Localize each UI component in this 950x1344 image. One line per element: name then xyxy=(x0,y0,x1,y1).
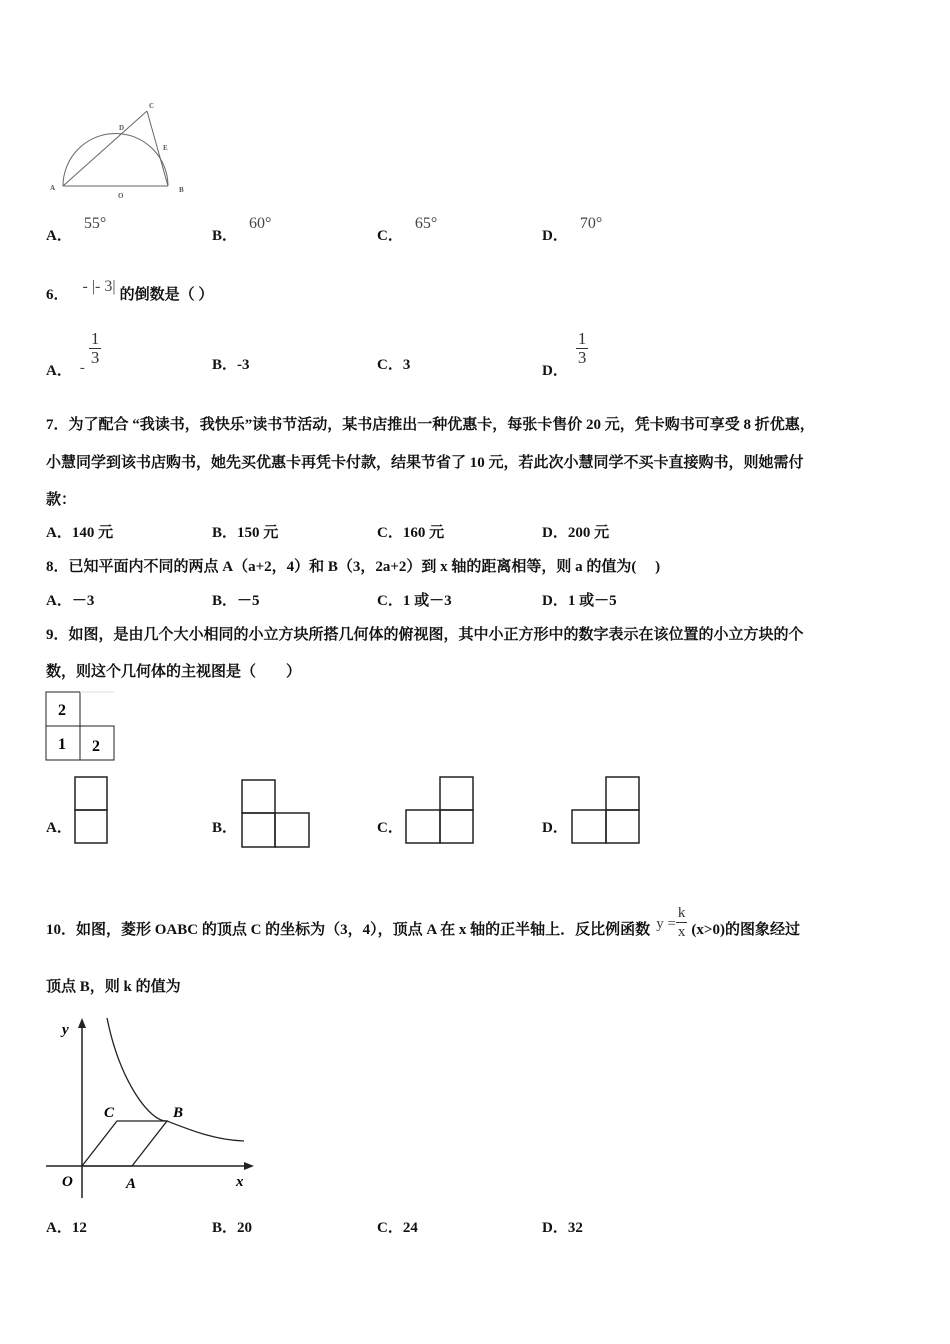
q9-choice-d: D． xyxy=(542,820,568,836)
numerator: 1 xyxy=(577,329,587,348)
q7-line-3: 款： xyxy=(46,492,77,508)
choice-label: A． xyxy=(46,228,72,244)
label-o: O xyxy=(118,192,124,200)
denominator: 3 xyxy=(90,348,100,367)
top-view-grid xyxy=(44,690,118,764)
formula-fraction xyxy=(676,904,688,941)
point-a-label: A xyxy=(126,1176,137,1192)
point-b-label: B xyxy=(173,1105,184,1121)
choice-value: -3 xyxy=(237,357,250,373)
minus-sign: - xyxy=(79,359,85,376)
choice-label: C． xyxy=(377,228,403,244)
axis-y-label: y xyxy=(62,1022,69,1038)
question-text: 的倒数是（ ） xyxy=(119,287,214,303)
point-c-label: C xyxy=(104,1105,115,1121)
choice-value: 65° xyxy=(414,215,438,232)
denominator: 3 xyxy=(577,348,587,367)
q8-choice-b: B．－5 xyxy=(212,593,260,609)
origin-label: O xyxy=(62,1174,73,1190)
choice-label: B． xyxy=(212,228,238,244)
q9-choice-b: B． xyxy=(212,820,238,836)
choice-label: A． xyxy=(46,362,72,379)
choice-value: 70° xyxy=(579,215,603,232)
grid-cell-top: 2 xyxy=(58,702,66,719)
q7-line-1: 7．为了配合 “我读书，我快乐”读书节活动，某书店推出一种优惠卡，每张卡售价 20 元，凭卡购书可享受 8 折优惠， xyxy=(46,417,815,433)
semicircle-figure xyxy=(45,98,195,203)
question-text-end: (x>0)的图象经过 xyxy=(691,921,800,938)
choice-label: C． xyxy=(377,357,403,373)
question-text: 10．如图，菱形 OABC 的顶点 C 的坐标为（3，4），顶点 A 在 x 轴的正半轴上．反比例函数 xyxy=(46,921,651,938)
grid-cell-bottom-left: 1 xyxy=(58,736,66,753)
q6-stem xyxy=(46,278,214,304)
q7-choice-a: A．140 元 xyxy=(46,525,114,541)
choice-value: 3 xyxy=(402,357,411,373)
q6-choice-d xyxy=(542,329,588,379)
label-c: C xyxy=(149,102,155,110)
choice-label: D． xyxy=(542,362,568,379)
q8-choice-d: D．1 或－5 xyxy=(542,593,617,609)
choice-label: B． xyxy=(212,357,238,373)
front-view-option-d xyxy=(571,776,643,846)
q5-choice-b xyxy=(212,215,272,245)
q7-choice-d: D．200 元 xyxy=(542,525,610,541)
q5-choice-a xyxy=(46,215,107,245)
label-e: E xyxy=(163,144,168,152)
axis-x-label: x xyxy=(236,1174,244,1190)
numerator: 1 xyxy=(90,329,100,348)
choice-value: 60° xyxy=(249,215,272,232)
q9-line-2: 数，则这个几何体的主视图是（ ） xyxy=(46,664,302,680)
q8-stem: 8．已知平面内不同的两点 A（a+2，4）和 B（3，2a+2）到 x 轴的距离相等，则 a 的值为( ) xyxy=(46,559,661,575)
q6-choice-c xyxy=(377,353,410,374)
q10-choice-c: C．24 xyxy=(377,1220,418,1236)
choice-value: 55° xyxy=(83,215,107,232)
q10-choice-b: B．20 xyxy=(212,1220,253,1236)
fraction xyxy=(576,330,589,367)
q5-choice-c xyxy=(377,215,438,245)
q9-choice-a: A． xyxy=(46,820,72,836)
choice-label: D． xyxy=(542,228,568,244)
q5-choice-d xyxy=(542,215,603,245)
denominator: x xyxy=(677,924,686,940)
question-number: 6． xyxy=(46,287,69,303)
q7-choice-c: C．160 元 xyxy=(377,525,445,541)
numerator: k xyxy=(677,905,686,921)
q8-choice-a: A．－3 xyxy=(46,593,95,609)
q7-line-2: 小慧同学到该书店购书，她先买优惠卡再凭卡付款，结果节省了 10 元，若此次小慧同学不买卡直接购书，则她需付 xyxy=(46,455,804,471)
q9-choice-c: C． xyxy=(377,820,403,836)
q10-line-1 xyxy=(46,905,800,949)
math-expression: - |- 3| xyxy=(82,278,116,295)
front-view-option-b xyxy=(241,779,313,850)
label-a: A xyxy=(50,184,56,192)
q9-line-1: 9．如图，是由几个大小相同的小立方块所搭几何体的俯视图，其中小正方形中的数字表示在该位置的小立方块的个 xyxy=(46,627,804,643)
fraction xyxy=(89,330,102,367)
formula-lhs: y = xyxy=(656,915,676,932)
q10-choice-d: D．32 xyxy=(542,1220,583,1236)
label-d: D xyxy=(119,124,125,132)
rhombus-graph xyxy=(40,1012,265,1202)
q8-choice-c: C．1 或－3 xyxy=(377,593,452,609)
q7-choice-b: B．150 元 xyxy=(212,525,279,541)
label-b: B xyxy=(179,186,184,194)
front-view-option-a xyxy=(74,776,110,846)
grid-cell-bottom-right: 2 xyxy=(92,738,100,755)
q6-choice-b xyxy=(212,353,250,374)
q10-choice-a: A．12 xyxy=(46,1220,87,1236)
q6-choice-a xyxy=(46,329,101,379)
q10-line-2: 顶点 B，则 k 的值为 xyxy=(46,979,181,995)
front-view-option-c xyxy=(405,776,477,846)
